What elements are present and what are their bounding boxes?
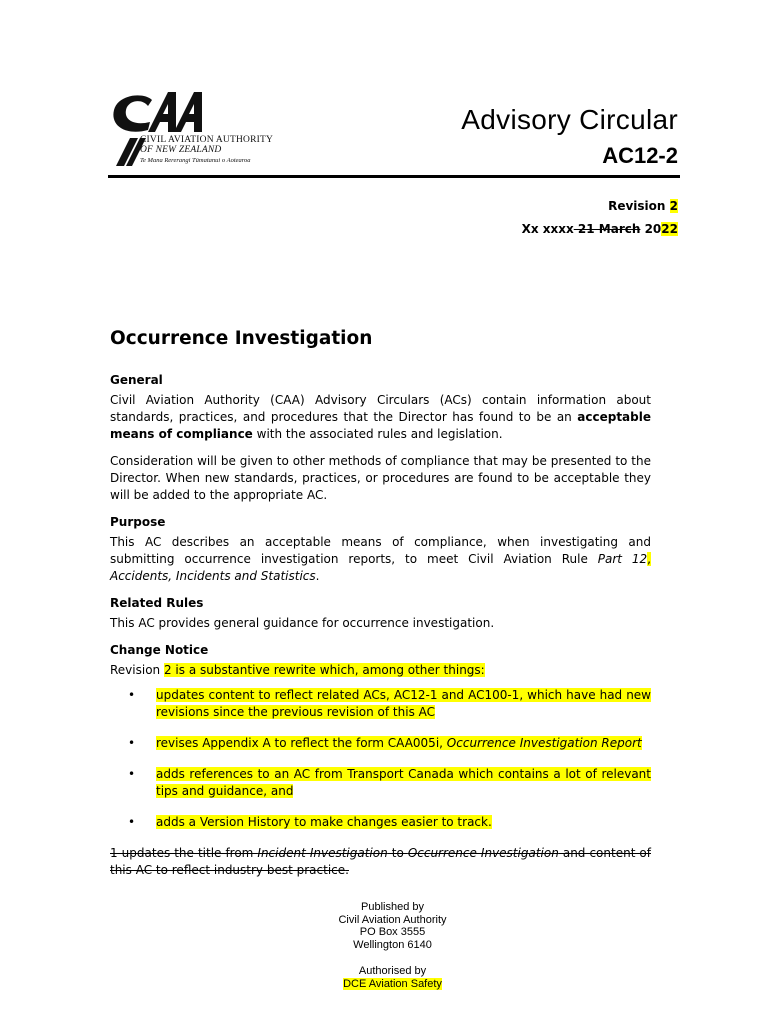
list-item: • updates content to reflect related ACs, AC12-1 and AC100-1, which have had new revisions since the previous revision of this AC (128, 688, 651, 719)
logo-text (140, 135, 273, 167)
struck-change-paragraph: 1 updates the title from Incident Investigation to Occurrence Investigation and content of this AC to reflect industry best practice. (110, 846, 651, 877)
header-rule (108, 175, 680, 178)
document-type-title: Advisory Circular (461, 104, 678, 135)
related-rules-heading: Related Rules (110, 596, 204, 610)
authority-name: DCE Aviation Safety (343, 977, 442, 990)
date-year-b: 22 (661, 222, 678, 236)
revision-number: 2 (669, 199, 678, 213)
revision-line (608, 199, 678, 213)
logo-line-2: OF NEW ZEALAND (140, 145, 222, 155)
page-title: Occurrence Investigation (110, 328, 373, 349)
revision-date (522, 222, 678, 236)
logo-line-1: CIVIL AVIATION AUTHORITY (140, 135, 274, 145)
list-item: • revises Appendix A to reflect the form CAA005i, Occurrence Investigation Report (128, 736, 642, 750)
date-new: Xx xxxx (521, 222, 574, 236)
publication-footer (0, 901, 770, 990)
publisher-name: Civil Aviation Authority (338, 913, 447, 926)
ac-number: AC12-2 (602, 143, 678, 168)
related-rules-paragraph: This AC provides general guidance for occurrence investigation. (110, 616, 495, 630)
revision-label: Revision (608, 199, 666, 213)
date-old-struck: 21 March (573, 222, 641, 236)
change-list (110, 687, 651, 831)
change-notice-heading: Change Notice (110, 643, 209, 657)
authorised-by-label: Authorised by (358, 965, 427, 977)
list-item: • adds references to an AC from Transport Canada which contains a lot of relevant tips and guidance, and (128, 767, 651, 798)
general-heading: General (110, 373, 163, 387)
published-by-label: Published by (361, 901, 424, 913)
document-body (110, 372, 651, 889)
city: Wellington 6140 (353, 938, 432, 951)
po-box: PO Box 3555 (359, 926, 426, 938)
general-paragraph-1: Civil Aviation Authority (CAA) Advisory Circulars (ACs) contain information about standards, practices, and procedures that the Director has found to be an acceptable means of compliance with the associated rules and legislation. (110, 393, 651, 441)
logo-line-3: Te Mana Rererangi Tūmatanui o Aotearoa (140, 157, 251, 164)
date-year-a: 20 (640, 222, 662, 236)
purpose-paragraph: This AC describes an acceptable means of compliance, when investigating and submitting occurrence investigation reports, to meet Civil Aviation Rule Part 12, Accidents, Incidents and Statistics. (110, 535, 651, 583)
change-notice-intro: Revision 2 is a substantive rewrite which, among other things: (110, 663, 485, 677)
general-paragraph-2: Consideration will be given to other methods of compliance that may be presented to the Director. When new standards, practices, or procedures are found to be acceptable they will be added to the appropriate AC. (110, 454, 651, 502)
list-item: • adds a Version History to make changes easier to track. (128, 815, 492, 829)
purpose-heading: Purpose (110, 515, 166, 529)
